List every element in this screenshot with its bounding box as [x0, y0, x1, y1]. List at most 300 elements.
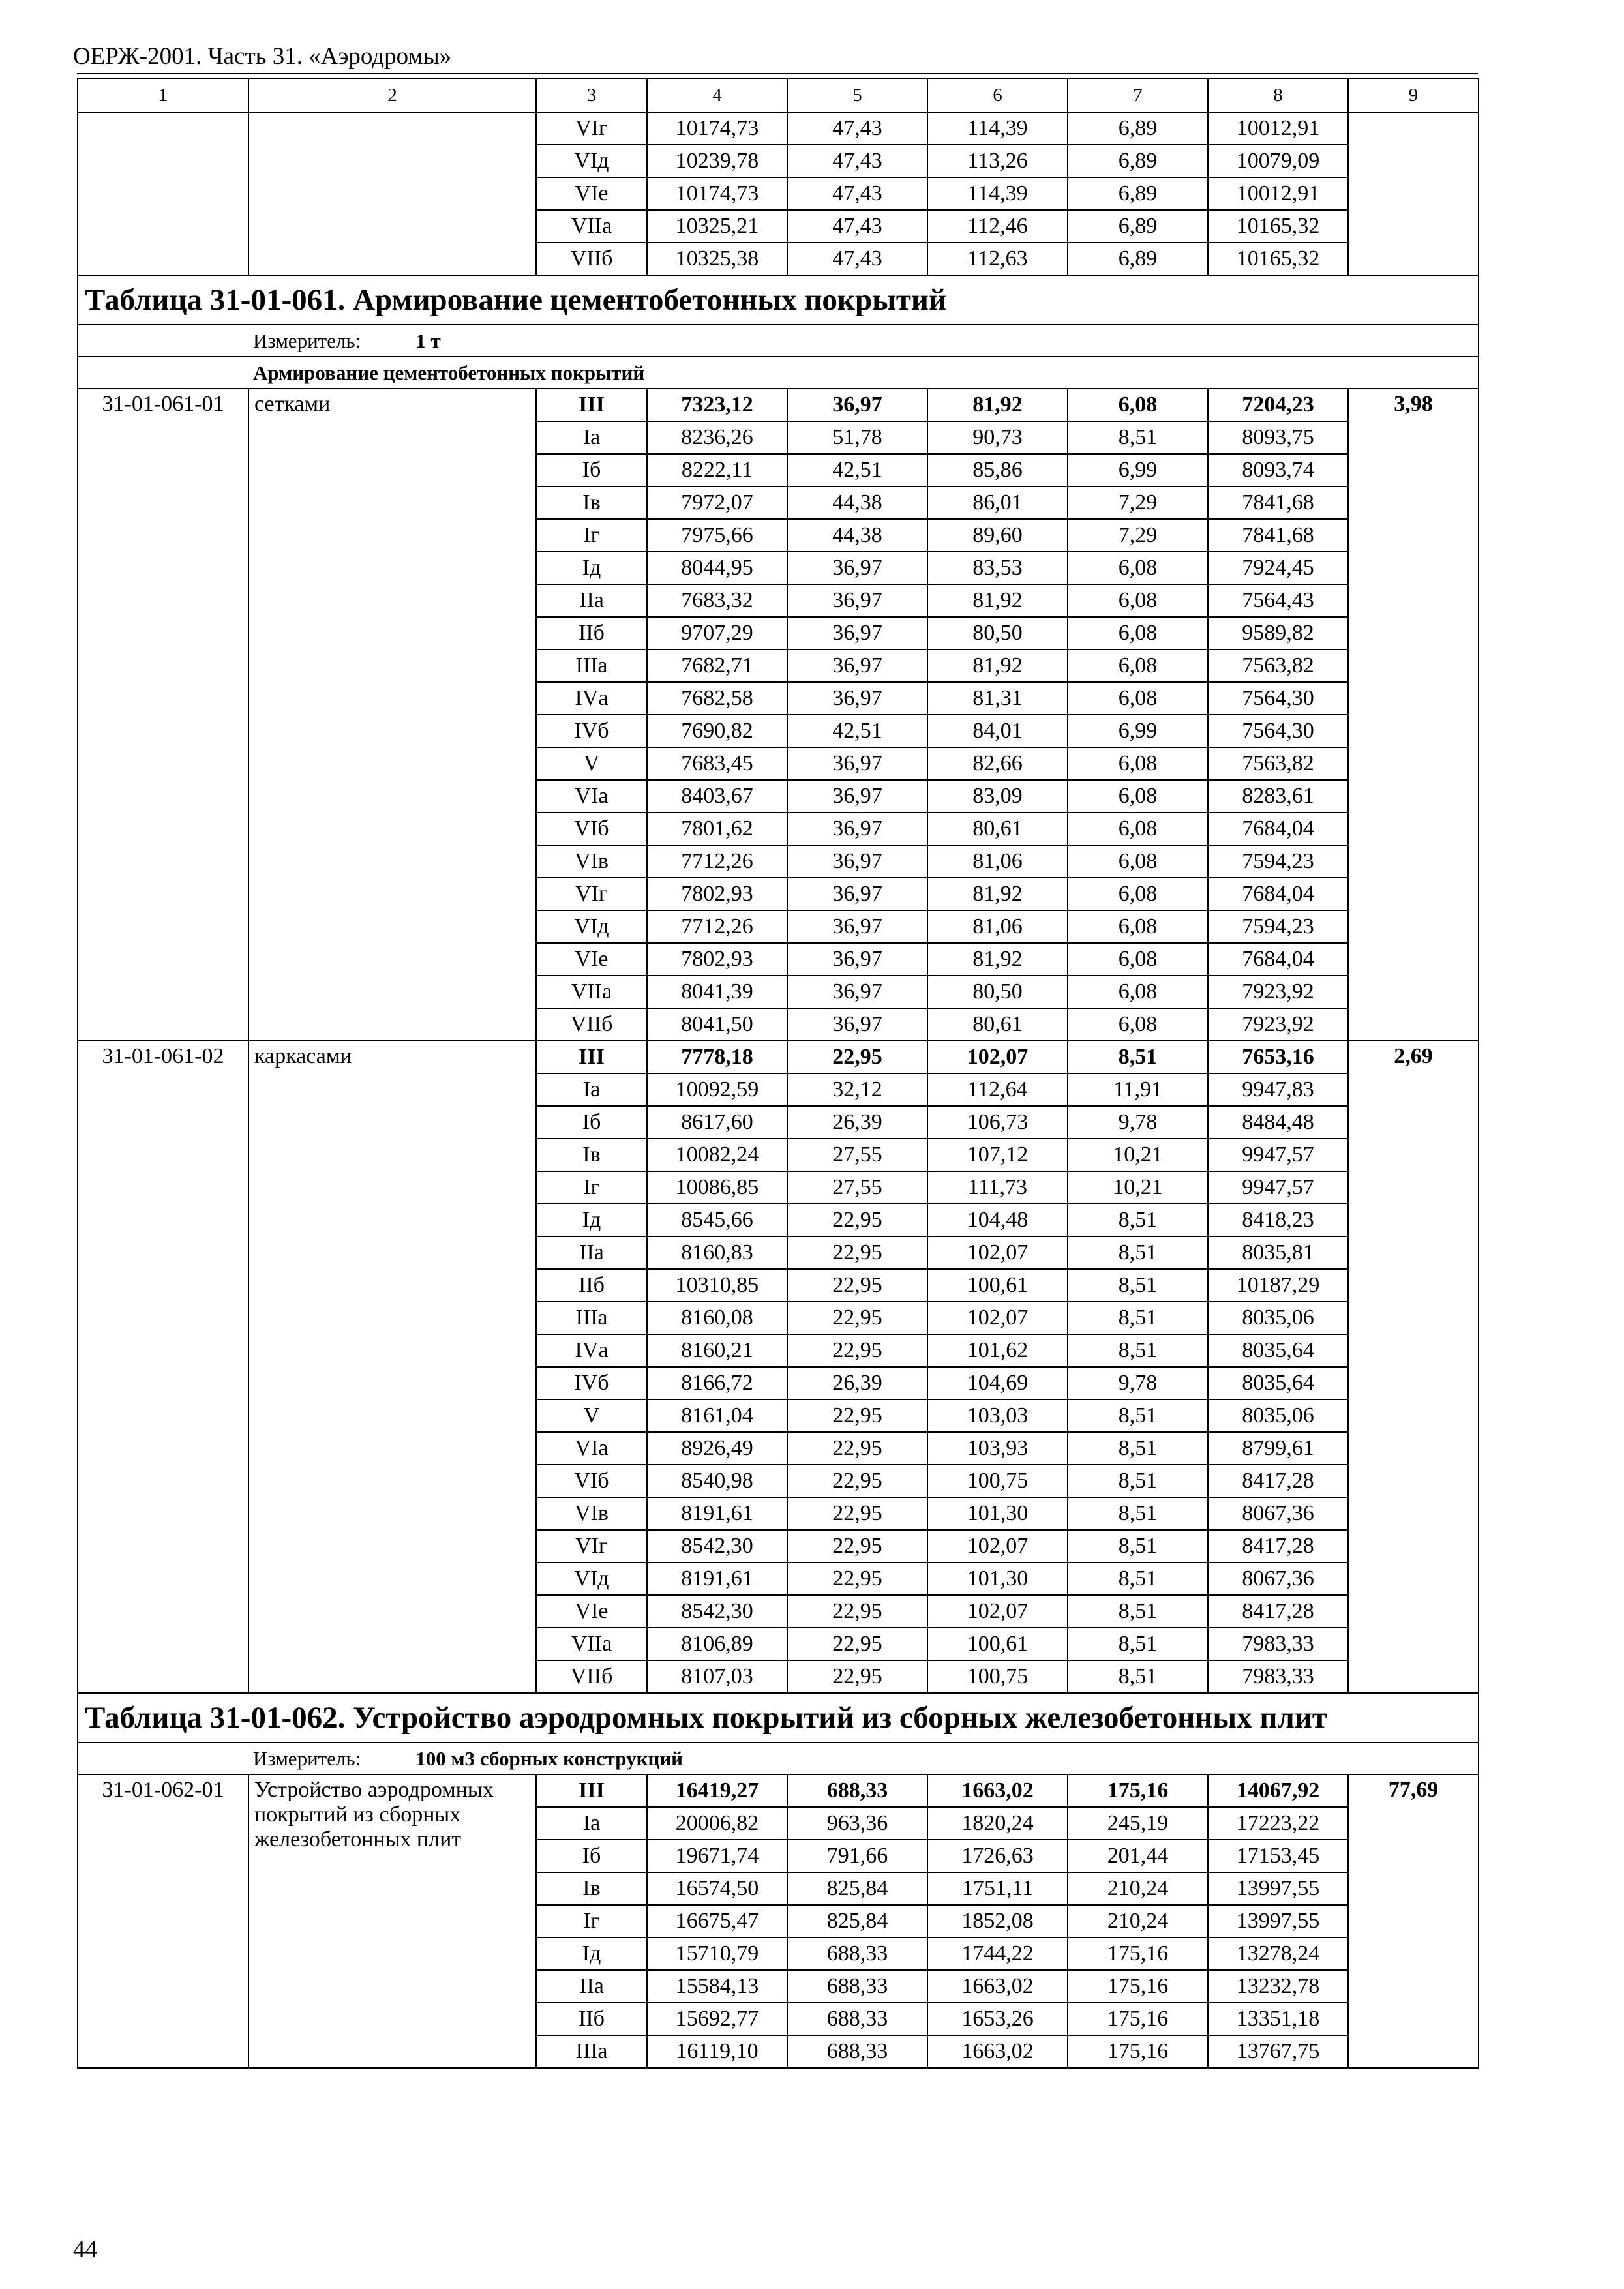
- value-cell: 82,66: [927, 747, 1068, 780]
- zone-cell: Iд: [536, 1937, 647, 1970]
- measure-value: 100 м3 сборных конструкций: [415, 1746, 684, 1770]
- page-header: ОЕРЖ-2001. Часть 31. «Аэродромы»: [73, 43, 452, 70]
- value-cell: 42,51: [787, 454, 927, 486]
- value-cell: 100,75: [927, 1465, 1068, 1497]
- table-title-row: [78, 275, 1479, 325]
- zone-cell: VIIб: [536, 1660, 647, 1693]
- value-cell: 17223,22: [1208, 1807, 1348, 1840]
- value-cell: 13997,55: [1208, 1872, 1348, 1905]
- zone-cell: IIа: [536, 1970, 647, 2003]
- zone-cell: Iб: [536, 1106, 647, 1139]
- zone-cell: Iа: [536, 1073, 647, 1106]
- value-cell: 22,95: [787, 1465, 927, 1497]
- table-title-row: [78, 1693, 1479, 1743]
- value-cell: 20006,82: [647, 1807, 787, 1840]
- value-cell: VIг: [536, 112, 647, 145]
- value-cell: 7684,04: [1208, 943, 1348, 976]
- value-cell: 10310,85: [647, 1269, 787, 1302]
- value-cell: 10325,38: [647, 243, 787, 275]
- value-cell: 81,92: [927, 878, 1068, 910]
- value-cell: 7204,23: [1208, 389, 1348, 421]
- value-cell: 103,03: [927, 1399, 1068, 1432]
- value-cell: 210,24: [1068, 1872, 1208, 1905]
- value-cell: 6,08: [1068, 682, 1208, 715]
- value-cell: 8,51: [1068, 1432, 1208, 1465]
- value-cell: 27,55: [787, 1139, 927, 1171]
- value-cell: 10187,29: [1208, 1269, 1348, 1302]
- value-cell: 8067,36: [1208, 1563, 1348, 1595]
- value-cell: 13351,18: [1208, 2003, 1348, 2035]
- value-cell: 8417,28: [1208, 1595, 1348, 1628]
- value-cell: 10012,91: [1208, 177, 1348, 210]
- zone-cell: IVб: [536, 1367, 647, 1399]
- value-cell: 1744,22: [927, 1937, 1068, 1970]
- value-cell: 36,97: [787, 910, 927, 943]
- zone-cell: Iв: [536, 1139, 647, 1171]
- value-cell: 8617,60: [647, 1106, 787, 1139]
- value-cell: 9589,82: [1208, 617, 1348, 650]
- value-cell: 17153,45: [1208, 1840, 1348, 1872]
- value-cell: 8166,72: [647, 1367, 787, 1399]
- value-cell: 36,97: [787, 878, 927, 910]
- value-cell: 36,97: [787, 682, 927, 715]
- item-name: Устройство аэродромных покрытий из сборных железобетонных плит: [248, 1774, 536, 2068]
- value-cell: 8542,30: [647, 1530, 787, 1563]
- item-name: сетками: [248, 389, 536, 1041]
- item-rate: 77,69: [1348, 1774, 1479, 2068]
- value-cell: 7683,45: [647, 747, 787, 780]
- value-cell: 8236,26: [647, 421, 787, 454]
- value-cell: 6,99: [1068, 715, 1208, 747]
- value-cell: 8035,64: [1208, 1334, 1348, 1367]
- value-cell: 80,61: [927, 813, 1068, 845]
- value-cell: 6,89: [1068, 177, 1208, 210]
- value-cell: 22,95: [787, 1041, 927, 1073]
- value-cell: 6,08: [1068, 552, 1208, 584]
- value-cell: 1751,11: [927, 1872, 1068, 1905]
- zone-cell: VIIа: [536, 976, 647, 1008]
- value-cell: 15584,13: [647, 1970, 787, 2003]
- item-rate: 2,69: [1348, 1041, 1479, 1693]
- value-cell: 8041,50: [647, 1008, 787, 1041]
- value-cell: 7564,30: [1208, 715, 1348, 747]
- value-cell: 100,75: [927, 1660, 1068, 1693]
- value-cell: 42,51: [787, 715, 927, 747]
- value-cell: 6,08: [1068, 584, 1208, 617]
- value-cell: 8191,61: [647, 1563, 787, 1595]
- value-cell: 8799,61: [1208, 1432, 1348, 1465]
- value-cell: 44,38: [787, 486, 927, 519]
- value-cell: 8417,28: [1208, 1465, 1348, 1497]
- value-cell: 7983,33: [1208, 1628, 1348, 1660]
- value-cell: 107,12: [927, 1139, 1068, 1171]
- table-row: [78, 112, 1479, 145]
- value-cell: 112,63: [927, 243, 1068, 275]
- zone-cell: V: [536, 1399, 647, 1432]
- value-cell: 7923,92: [1208, 976, 1348, 1008]
- table-row: [78, 389, 1479, 421]
- value-cell: 6,08: [1068, 943, 1208, 976]
- value-cell: 8191,61: [647, 1497, 787, 1530]
- value-cell: 10325,21: [647, 210, 787, 243]
- value-cell: 8093,75: [1208, 421, 1348, 454]
- zone-cell: VIг: [536, 1530, 647, 1563]
- value-cell: 114,39: [927, 112, 1068, 145]
- value-cell: 6,08: [1068, 976, 1208, 1008]
- value-cell: 7564,30: [1208, 682, 1348, 715]
- value-cell: 100,61: [927, 1628, 1068, 1660]
- value-cell: 8067,36: [1208, 1497, 1348, 1530]
- value-cell: 7594,23: [1208, 845, 1348, 878]
- value-cell: 8,51: [1068, 421, 1208, 454]
- zone-cell: VIд: [536, 1563, 647, 1595]
- value-cell: 27,55: [787, 1171, 927, 1204]
- header-rule: [77, 73, 1478, 74]
- value-cell: 9947,57: [1208, 1139, 1348, 1171]
- zone-cell: Iб: [536, 454, 647, 486]
- value-cell: 8484,48: [1208, 1106, 1348, 1139]
- value-cell: 103,93: [927, 1432, 1068, 1465]
- value-cell: 688,33: [787, 1774, 927, 1807]
- value-cell: 86,01: [927, 486, 1068, 519]
- value-cell: 22,95: [787, 1399, 927, 1432]
- value-cell: 101,30: [927, 1563, 1068, 1595]
- value-cell: 80,50: [927, 976, 1068, 1008]
- value-cell: 22,95: [787, 1595, 927, 1628]
- column-number: 5: [787, 78, 927, 112]
- value-cell: 6,08: [1068, 650, 1208, 682]
- value-cell: 8160,83: [647, 1236, 787, 1269]
- item-rate: 3,98: [1348, 389, 1479, 1041]
- value-cell: 89,60: [927, 519, 1068, 552]
- value-cell: 44,38: [787, 519, 927, 552]
- value-cell: 7,29: [1068, 519, 1208, 552]
- value-cell: 688,33: [787, 2003, 927, 2035]
- value-cell: 8,51: [1068, 1497, 1208, 1530]
- value-cell: 8,51: [1068, 1204, 1208, 1236]
- zone-cell: Iг: [536, 1905, 647, 1937]
- value-cell: VIе: [536, 177, 647, 210]
- value-cell: 825,84: [787, 1905, 927, 1937]
- zone-cell: VIд: [536, 910, 647, 943]
- value-cell: 36,97: [787, 389, 927, 421]
- zone-cell: III: [536, 1774, 647, 1807]
- value-cell: 175,16: [1068, 1774, 1208, 1807]
- value-cell: 7653,16: [1208, 1041, 1348, 1073]
- value-cell: 8,51: [1068, 1399, 1208, 1432]
- value-cell: 8283,61: [1208, 780, 1348, 813]
- zone-cell: IIб: [536, 617, 647, 650]
- value-cell: 22,95: [787, 1563, 927, 1595]
- value-cell: 6,08: [1068, 1008, 1208, 1041]
- code-cell: [78, 112, 248, 275]
- value-cell: 26,39: [787, 1106, 927, 1139]
- zone-cell: VIб: [536, 813, 647, 845]
- value-cell: 688,33: [787, 1937, 927, 1970]
- value-cell: 22,95: [787, 1269, 927, 1302]
- value-cell: 8542,30: [647, 1595, 787, 1628]
- value-cell: 7323,12: [647, 389, 787, 421]
- value-cell: 81,92: [927, 650, 1068, 682]
- table-title: Таблица 31-01-062. Устройство аэродромных покрытий из сборных железобетонных плит: [78, 1693, 1479, 1743]
- value-cell: 112,46: [927, 210, 1068, 243]
- value-cell: 8,51: [1068, 1465, 1208, 1497]
- value-cell: 8,51: [1068, 1563, 1208, 1595]
- zone-cell: Iв: [536, 1872, 647, 1905]
- value-cell: 15710,79: [647, 1937, 787, 1970]
- value-cell: 111,73: [927, 1171, 1068, 1204]
- zone-cell: Iг: [536, 519, 647, 552]
- zone-cell: IVб: [536, 715, 647, 747]
- value-cell: 7690,82: [647, 715, 787, 747]
- value-cell: 10086,85: [647, 1171, 787, 1204]
- value-cell: 688,33: [787, 1970, 927, 2003]
- value-cell: 10012,91: [1208, 112, 1348, 145]
- value-cell: 80,50: [927, 617, 1068, 650]
- value-cell: VIIа: [536, 210, 647, 243]
- value-cell: 6,08: [1068, 845, 1208, 878]
- value-cell: 16675,47: [647, 1905, 787, 1937]
- value-cell: 114,39: [927, 177, 1068, 210]
- value-cell: 210,24: [1068, 1905, 1208, 1937]
- value-cell: 84,01: [927, 715, 1068, 747]
- measure-row: [78, 325, 1479, 357]
- value-cell: 8540,98: [647, 1465, 787, 1497]
- value-cell: 36,97: [787, 617, 927, 650]
- value-cell: 10165,32: [1208, 210, 1348, 243]
- table-title: Таблица 31-01-061. Армирование цементобетонных покрытий: [78, 275, 1479, 325]
- value-cell: 13278,24: [1208, 1937, 1348, 1970]
- value-cell: 80,61: [927, 1008, 1068, 1041]
- column-number: 4: [647, 78, 787, 112]
- value-cell: 81,92: [927, 389, 1068, 421]
- value-cell: 10079,09: [1208, 145, 1348, 177]
- value-cell: 7682,58: [647, 682, 787, 715]
- measure-row: [78, 1743, 1479, 1774]
- value-cell: 22,95: [787, 1334, 927, 1367]
- value-cell: 8044,95: [647, 552, 787, 584]
- column-number: 3: [536, 78, 647, 112]
- zone-cell: IIа: [536, 584, 647, 617]
- value-cell: 9,78: [1068, 1367, 1208, 1399]
- value-cell: 10165,32: [1208, 243, 1348, 275]
- zone-cell: III: [536, 1041, 647, 1073]
- value-cell: 6,89: [1068, 210, 1208, 243]
- value-cell: 47,43: [787, 145, 927, 177]
- value-cell: 22,95: [787, 1530, 927, 1563]
- value-cell: 7564,43: [1208, 584, 1348, 617]
- zone-cell: IVа: [536, 682, 647, 715]
- value-cell: 7841,68: [1208, 486, 1348, 519]
- value-cell: 83,53: [927, 552, 1068, 584]
- value-cell: 9947,83: [1208, 1073, 1348, 1106]
- zone-cell: VIа: [536, 1432, 647, 1465]
- measure-label: Измеритель:: [253, 329, 361, 352]
- value-cell: 102,07: [927, 1236, 1068, 1269]
- zone-cell: Iа: [536, 421, 647, 454]
- value-cell: 8035,06: [1208, 1302, 1348, 1334]
- value-cell: 7682,71: [647, 650, 787, 682]
- value-cell: 8,51: [1068, 1041, 1208, 1073]
- value-cell: 13997,55: [1208, 1905, 1348, 1937]
- value-cell: 7,29: [1068, 486, 1208, 519]
- table-body: [78, 78, 1479, 2068]
- value-cell: 22,95: [787, 1204, 927, 1236]
- zone-cell: Iд: [536, 552, 647, 584]
- subtitle-row: [78, 357, 1479, 389]
- value-cell: 10092,59: [647, 1073, 787, 1106]
- value-cell: 7683,32: [647, 584, 787, 617]
- value-cell: 8161,04: [647, 1399, 787, 1432]
- value-cell: 8222,11: [647, 454, 787, 486]
- zone-cell: IIIа: [536, 1302, 647, 1334]
- value-cell: 81,92: [927, 943, 1068, 976]
- value-cell: 6,08: [1068, 780, 1208, 813]
- value-cell: 102,07: [927, 1595, 1068, 1628]
- value-cell: VIд: [536, 145, 647, 177]
- value-cell: 8107,03: [647, 1660, 787, 1693]
- value-cell: 8,51: [1068, 1236, 1208, 1269]
- value-cell: 6,08: [1068, 747, 1208, 780]
- value-cell: VIIб: [536, 243, 647, 275]
- value-cell: 8160,21: [647, 1334, 787, 1367]
- value-cell: 7802,93: [647, 943, 787, 976]
- value-cell: 22,95: [787, 1628, 927, 1660]
- column-number: 2: [248, 78, 536, 112]
- page-number: 44: [73, 2236, 97, 2263]
- value-cell: 7684,04: [1208, 878, 1348, 910]
- item-name: каркасами: [248, 1041, 536, 1693]
- value-cell: 6,89: [1068, 112, 1208, 145]
- measure-value: 1 т: [415, 329, 441, 352]
- value-cell: 7975,66: [647, 519, 787, 552]
- value-cell: 36,97: [787, 943, 927, 976]
- zone-cell: IVа: [536, 1334, 647, 1367]
- value-cell: 7712,26: [647, 845, 787, 878]
- value-cell: 22,95: [787, 1660, 927, 1693]
- value-cell: 7802,93: [647, 878, 787, 910]
- value-cell: 825,84: [787, 1872, 927, 1905]
- zone-cell: IIб: [536, 2003, 647, 2035]
- value-cell: 13232,78: [1208, 1970, 1348, 2003]
- value-cell: 16119,10: [647, 2035, 787, 2068]
- item-code: 31-01-062-01: [78, 1774, 248, 2068]
- value-cell: 83,09: [927, 780, 1068, 813]
- table-row: [78, 1041, 1479, 1073]
- value-cell: 16419,27: [647, 1774, 787, 1807]
- value-cell: 22,95: [787, 1302, 927, 1334]
- value-cell: 51,78: [787, 421, 927, 454]
- value-cell: 106,73: [927, 1106, 1068, 1139]
- zone-cell: V: [536, 747, 647, 780]
- value-cell: 9707,29: [647, 617, 787, 650]
- value-cell: 10,21: [1068, 1171, 1208, 1204]
- zone-cell: VIб: [536, 1465, 647, 1497]
- value-cell: 245,19: [1068, 1807, 1208, 1840]
- value-cell: 113,26: [927, 145, 1068, 177]
- value-cell: 104,48: [927, 1204, 1068, 1236]
- zone-cell: IIIа: [536, 650, 647, 682]
- value-cell: 90,73: [927, 421, 1068, 454]
- value-cell: 1663,02: [927, 1774, 1068, 1807]
- value-cell: 7972,07: [647, 486, 787, 519]
- column-number: 9: [1348, 78, 1479, 112]
- value-cell: 36,97: [787, 976, 927, 1008]
- value-cell: 6,08: [1068, 389, 1208, 421]
- value-cell: 10239,78: [647, 145, 787, 177]
- value-cell: 8,51: [1068, 1334, 1208, 1367]
- value-cell: 8,51: [1068, 1302, 1208, 1334]
- value-cell: 1663,02: [927, 1970, 1068, 2003]
- value-cell: 6,08: [1068, 910, 1208, 943]
- value-cell: 175,16: [1068, 1937, 1208, 1970]
- value-cell: 6,89: [1068, 243, 1208, 275]
- value-cell: 963,36: [787, 1807, 927, 1840]
- zone-cell: VIв: [536, 845, 647, 878]
- value-cell: 22,95: [787, 1236, 927, 1269]
- value-cell: 15692,77: [647, 2003, 787, 2035]
- value-cell: 36,97: [787, 845, 927, 878]
- value-cell: 16574,50: [647, 1872, 787, 1905]
- zone-cell: VIе: [536, 1595, 647, 1628]
- value-cell: 13767,75: [1208, 2035, 1348, 2068]
- table-row: [78, 1774, 1479, 1807]
- value-cell: 8035,64: [1208, 1367, 1348, 1399]
- value-cell: 81,06: [927, 910, 1068, 943]
- value-cell: 6,89: [1068, 145, 1208, 177]
- zone-cell: IIа: [536, 1236, 647, 1269]
- column-number: 1: [78, 78, 248, 112]
- value-cell: 22,95: [787, 1432, 927, 1465]
- value-cell: 7594,23: [1208, 910, 1348, 943]
- value-cell: 9,78: [1068, 1106, 1208, 1139]
- value-cell: 101,62: [927, 1334, 1068, 1367]
- value-cell: 36,97: [787, 552, 927, 584]
- value-cell: 7983,33: [1208, 1660, 1348, 1693]
- value-cell: 1820,24: [927, 1807, 1068, 1840]
- zone-cell: Iд: [536, 1204, 647, 1236]
- zone-cell: III: [536, 389, 647, 421]
- zone-cell: Iв: [536, 486, 647, 519]
- column-number: 7: [1068, 78, 1208, 112]
- value-cell: 102,07: [927, 1302, 1068, 1334]
- value-cell: 81,06: [927, 845, 1068, 878]
- value-cell: 104,69: [927, 1367, 1068, 1399]
- column-number-row: [78, 78, 1479, 112]
- value-cell: 14067,92: [1208, 1774, 1348, 1807]
- item-code: 31-01-061-01: [78, 389, 248, 1041]
- value-cell: 7924,45: [1208, 552, 1348, 584]
- value-cell: 36,97: [787, 780, 927, 813]
- zone-cell: Iа: [536, 1807, 647, 1840]
- value-cell: 6,08: [1068, 617, 1208, 650]
- value-cell: 7563,82: [1208, 747, 1348, 780]
- value-cell: 8,51: [1068, 1595, 1208, 1628]
- value-cell: 1663,02: [927, 2035, 1068, 2068]
- value-cell: 36,97: [787, 813, 927, 845]
- value-cell: 8093,74: [1208, 454, 1348, 486]
- value-cell: 8403,67: [647, 780, 787, 813]
- value-cell: 11,91: [1068, 1073, 1208, 1106]
- zone-cell: Iб: [536, 1840, 647, 1872]
- value-cell: 1726,63: [927, 1840, 1068, 1872]
- value-cell: 6,08: [1068, 878, 1208, 910]
- value-cell: 8160,08: [647, 1302, 787, 1334]
- table-subtitle: Армирование цементобетонных покрытий: [78, 357, 1479, 389]
- name-cell: [248, 112, 536, 275]
- value-cell: 7712,26: [647, 910, 787, 943]
- column-number: 6: [927, 78, 1068, 112]
